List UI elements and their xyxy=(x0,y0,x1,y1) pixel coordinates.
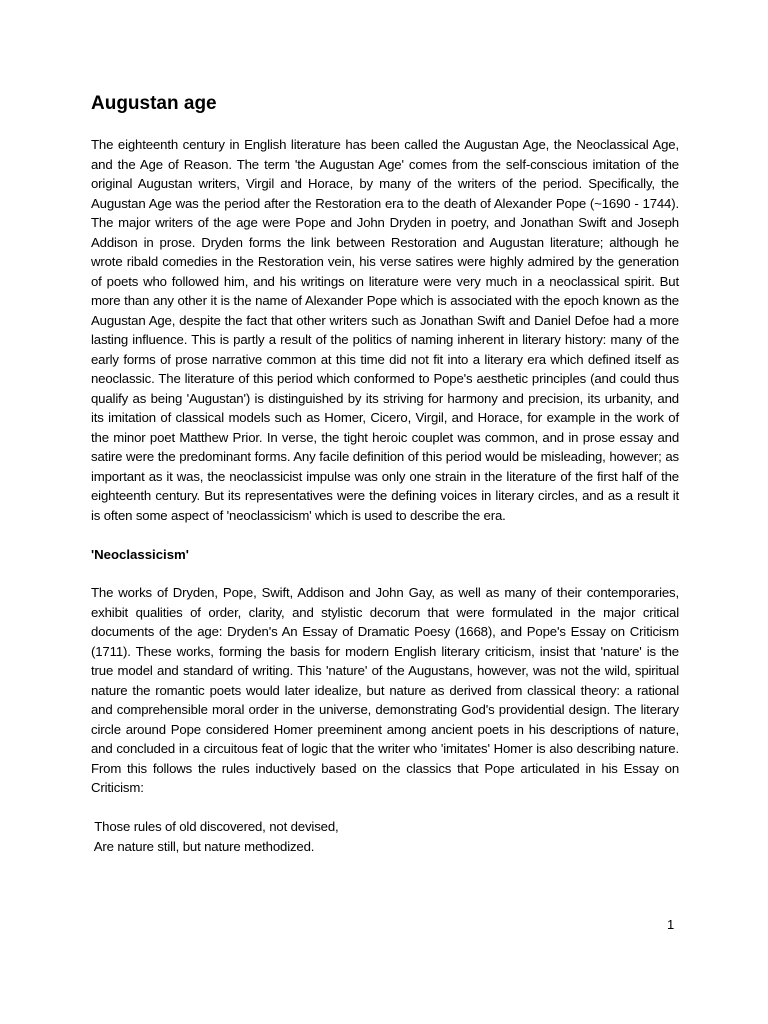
body-paragraph-augustan-age: The eighteenth century in English literature has been called the Augustan Age, the Neoclassical Age, and the Age of Reason. The term 'the Augustan Age' comes from the self-conscious imitation of the original Augustan writers, Virgil and Horace, by many of the writers of the period. Specifically, the Augustan Age was the period after the Restoration era to the death of Alexander Pope (~1690 - 1744). The major writers of the age were Pope and John Dryden in poetry, and Jonathan Swift and Joseph Addison in prose. Dryden forms the link between Restoration and Augustan literature; although he wrote ribald comedies in the Restoration vein, his verse satires were highly admired by the generation of poets who followed him, and his writings on literature were very much in a neoclassical spirit. But more than any other it is the name of Alexander Pope which is associated with the epoch known as the Augustan Age, despite the fact that other writers such as Jonathan Swift and Daniel Defoe had a more lasting influence. This is partly a result of the politics of naming inherent in literary history: many of the early forms of prose narrative common at this time did not fit into a literary era which defined itself as neoclassic. The literature of this period which conformed to Pope's aesthetic principles (and could thus qualify as being 'Augustan') is distinguished by its striving for harmony and precision, its urbanity, and its imitation of classical models such as Homer, Cicero, Virgil, and Horace, for example in the work of the minor poet Matthew Prior. In verse, the tight heroic couplet was common, and in prose essay and satire were the predominant forms. Any facile definition of this period would be misleading, however; as important as it was, the neoclassicist impulse was only one strain in the literature of the first half of the eighteenth century. But its representatives were the defining voices in literary circles, and as a result it is often some aspect of 'neoclassicism' which is used to describe the era. xyxy=(91,137,679,523)
poem-quotation xyxy=(91,817,591,856)
quote-line: Those rules of old discovered, not devised, xyxy=(91,819,339,834)
section-heading-neoclassicism: 'Neoclassicism' xyxy=(91,547,189,562)
body-paragraph-neoclassicism: The works of Dryden, Pope, Swift, Addison and John Gay, as well as many of their contemporaries, exhibit qualities of order, clarity, and stylistic decorum that were formulated in the major critical documents of the age: Dryden's An Essay of Dramatic Poesy (1668), and Pope's Essay on Criticism (1711). These works, forming the basis for modern English literary criticism, insist that 'nature' is the true model and standard of writing. This 'nature' of the Augustans, however, was not the wild, spiritual nature the romantic poets would later idealize, but nature as derived from classical theory: a rational and comprehensible moral order in the universe, demonstrating God's providential design. The literary circle around Pope considered Homer preeminent among ancient poets in his descriptions of nature, and concluded in a circuitous feat of logic that the writer who 'imitates' Homer is also describing nature. From this follows the rules inductively based on the classics that Pope articulated in his Essay on Criticism: xyxy=(91,585,679,795)
page-number: 1 xyxy=(667,917,675,932)
page-title: Augustan age xyxy=(91,93,217,114)
quote-line: Are nature still, but nature methodized. xyxy=(91,838,315,854)
